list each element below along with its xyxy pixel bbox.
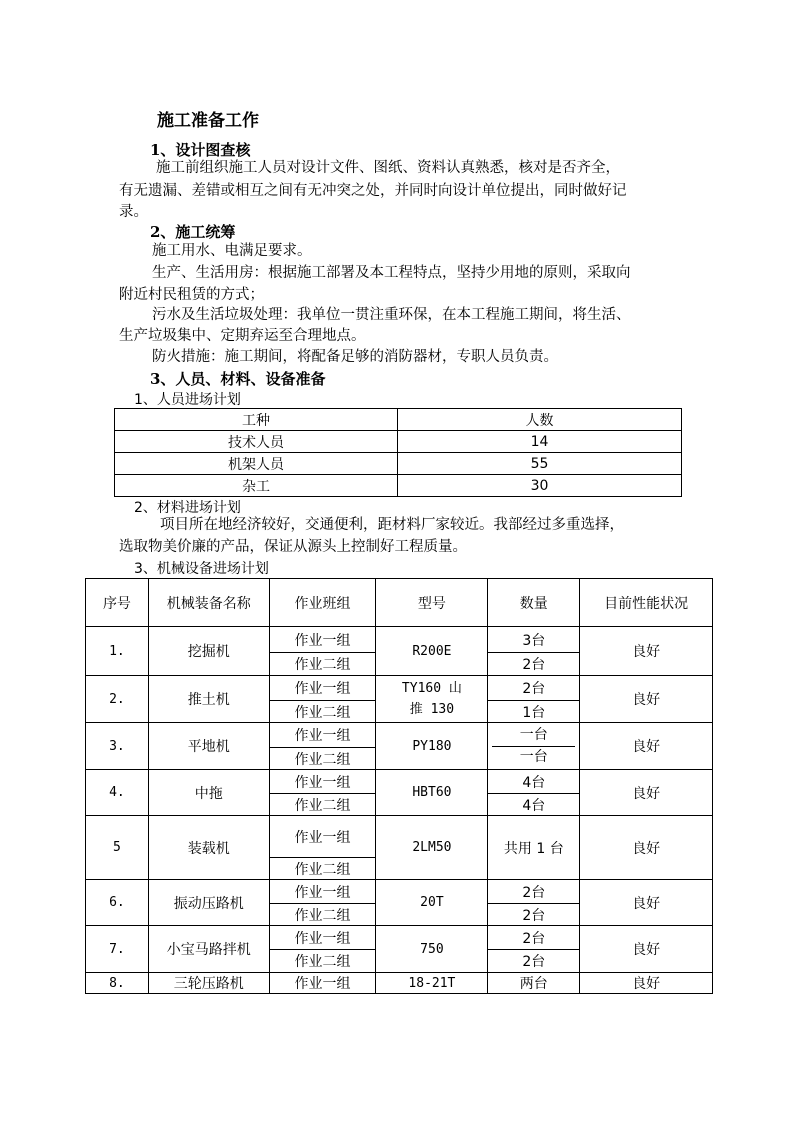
model: TY160 山推 130 [376, 676, 488, 723]
equipment-name: 平地机 [148, 723, 269, 770]
equipment-name: 推土机 [148, 676, 269, 723]
status: 良好 [580, 770, 713, 816]
work-group: 作业一组 [269, 676, 376, 701]
table-row [86, 973, 713, 994]
s2-line-4: 污水及生活垃圾处理：我单位一贯注重环保，在本工程施工期间，将生活、 [152, 307, 631, 323]
header-cell: 人数 [398, 409, 682, 431]
cell: 技术人员 [115, 431, 398, 453]
equipment-table [85, 578, 713, 994]
cell: 30 [398, 475, 682, 497]
row-number: 5 [86, 816, 149, 880]
s2-line-2: 生产、生活用房：根据施工部署及本工程特点，坚持少用地的原则，采取向 [152, 265, 631, 281]
equipment-plan-label: 3、机械设备进场计划 [134, 561, 269, 577]
s1-line-3: 录。 [119, 204, 148, 220]
quantity: 2台 [488, 653, 580, 676]
equipment-name: 三轮压路机 [148, 973, 269, 994]
row-number: 3. [86, 723, 149, 770]
s2-line-5: 生产垃圾集中、定期弃运至合理地点。 [119, 328, 366, 344]
status: 良好 [580, 926, 713, 973]
work-group: 作业二组 [269, 794, 376, 816]
quantity: 2台 [488, 904, 580, 926]
table-row [86, 676, 713, 701]
equipment-name: 振动压路机 [148, 880, 269, 926]
s2-line-1: 施工用水、电满足要求。 [152, 243, 312, 259]
work-group: 作业一组 [269, 880, 376, 904]
row-number: 1. [86, 627, 149, 676]
quantity: 一台 [492, 725, 575, 747]
quantity: 一台 [519, 748, 548, 765]
quantity: 共用 1 台 [488, 816, 580, 880]
work-group: 作业一组 [269, 973, 376, 994]
material-plan-label: 2、材料进场计划 [134, 500, 241, 516]
model: 750 [376, 926, 488, 973]
staff-plan-label: 1、人员进场计划 [134, 392, 241, 408]
work-group: 作业一组 [269, 723, 376, 748]
quantity-cell [488, 723, 580, 770]
header-cell: 型号 [376, 579, 488, 627]
work-group: 作业二组 [269, 904, 376, 926]
material-line-2: 选取物美价廉的产品，保证从源头上控制好工程质量。 [119, 539, 467, 555]
quantity: 2台 [488, 880, 580, 904]
material-line-1: 项目所在地经济较好，交通便利，距材料厂家较近。我部经过多重选择， [160, 517, 624, 533]
section-1-heading: 1、设计图查核 [150, 141, 251, 159]
s2-line-3: 附近村民租赁的方式； [119, 287, 264, 303]
cell: 55 [398, 453, 682, 475]
model: 2LM50 [376, 816, 488, 880]
s1-line-2: 有无遗漏、差错或相互之间有无冲突之处，并同时向设计单位提出，同时做好记 [119, 183, 627, 199]
equipment-name: 中拖 [148, 770, 269, 816]
work-group: 作业一组 [269, 816, 376, 858]
table-row [86, 627, 713, 653]
quantity: 1台 [488, 701, 580, 723]
header-cell: 目前性能状况 [580, 579, 713, 627]
status: 良好 [580, 880, 713, 926]
model: 18-21T [376, 973, 488, 994]
cell: 14 [398, 431, 682, 453]
table-row [86, 880, 713, 904]
table-header-row [115, 409, 682, 431]
section-3-heading: 3、人员、材料、设备准备 [150, 370, 326, 388]
work-group: 作业二组 [269, 653, 376, 676]
table-row [86, 770, 713, 794]
quantity: 2台 [488, 950, 580, 973]
model: HBT60 [376, 770, 488, 816]
row-number: 8. [86, 973, 149, 994]
equipment-name: 小宝马路拌机 [148, 926, 269, 973]
quantity: 4台 [488, 794, 580, 816]
status: 良好 [580, 973, 713, 994]
row-number: 2. [86, 676, 149, 723]
model: 20T [376, 880, 488, 926]
status: 良好 [580, 676, 713, 723]
quantity: 两台 [488, 973, 580, 994]
table-row [115, 431, 682, 453]
table-row [115, 453, 682, 475]
work-group: 作业二组 [269, 701, 376, 723]
status: 良好 [580, 627, 713, 676]
header-cell: 作业班组 [269, 579, 376, 627]
row-number: 7. [86, 926, 149, 973]
cell: 杂工 [115, 475, 398, 497]
work-group: 作业二组 [269, 748, 376, 770]
cell: 机架人员 [115, 453, 398, 475]
work-group: 作业一组 [269, 926, 376, 950]
quantity: 3台 [488, 627, 580, 653]
page-title: 施工准备工作 [157, 111, 259, 131]
table-row [86, 723, 713, 748]
table-row [115, 475, 682, 497]
status: 良好 [580, 723, 713, 770]
quantity: 2台 [488, 926, 580, 950]
row-number: 6. [86, 880, 149, 926]
table-header-row [86, 579, 713, 627]
header-cell: 数量 [488, 579, 580, 627]
quantity: 4台 [488, 770, 580, 794]
work-group: 作业二组 [269, 858, 376, 880]
status: 良好 [580, 816, 713, 880]
row-number: 4. [86, 770, 149, 816]
model: R200E [376, 627, 488, 676]
section-2-heading: 2、施工统筹 [150, 223, 236, 241]
work-group: 作业一组 [269, 627, 376, 653]
table-row [86, 926, 713, 950]
header-cell: 序号 [86, 579, 149, 627]
table-row [86, 816, 713, 858]
s1-line-1: 施工前组织施工人员对设计文件、图纸、资料认真熟悉，核对是否齐全， [156, 160, 620, 176]
quantity: 2台 [488, 676, 580, 701]
model: PY180 [376, 723, 488, 770]
staff-table [114, 408, 682, 497]
equipment-name: 挖掘机 [148, 627, 269, 676]
header-cell: 机械装备名称 [148, 579, 269, 627]
equipment-name: 装载机 [148, 816, 269, 880]
s2-line-6: 防火措施：施工期间，将配备足够的消防器材，专职人员负责。 [152, 349, 558, 365]
work-group: 作业二组 [269, 950, 376, 973]
header-cell: 工种 [115, 409, 398, 431]
work-group: 作业一组 [269, 770, 376, 794]
